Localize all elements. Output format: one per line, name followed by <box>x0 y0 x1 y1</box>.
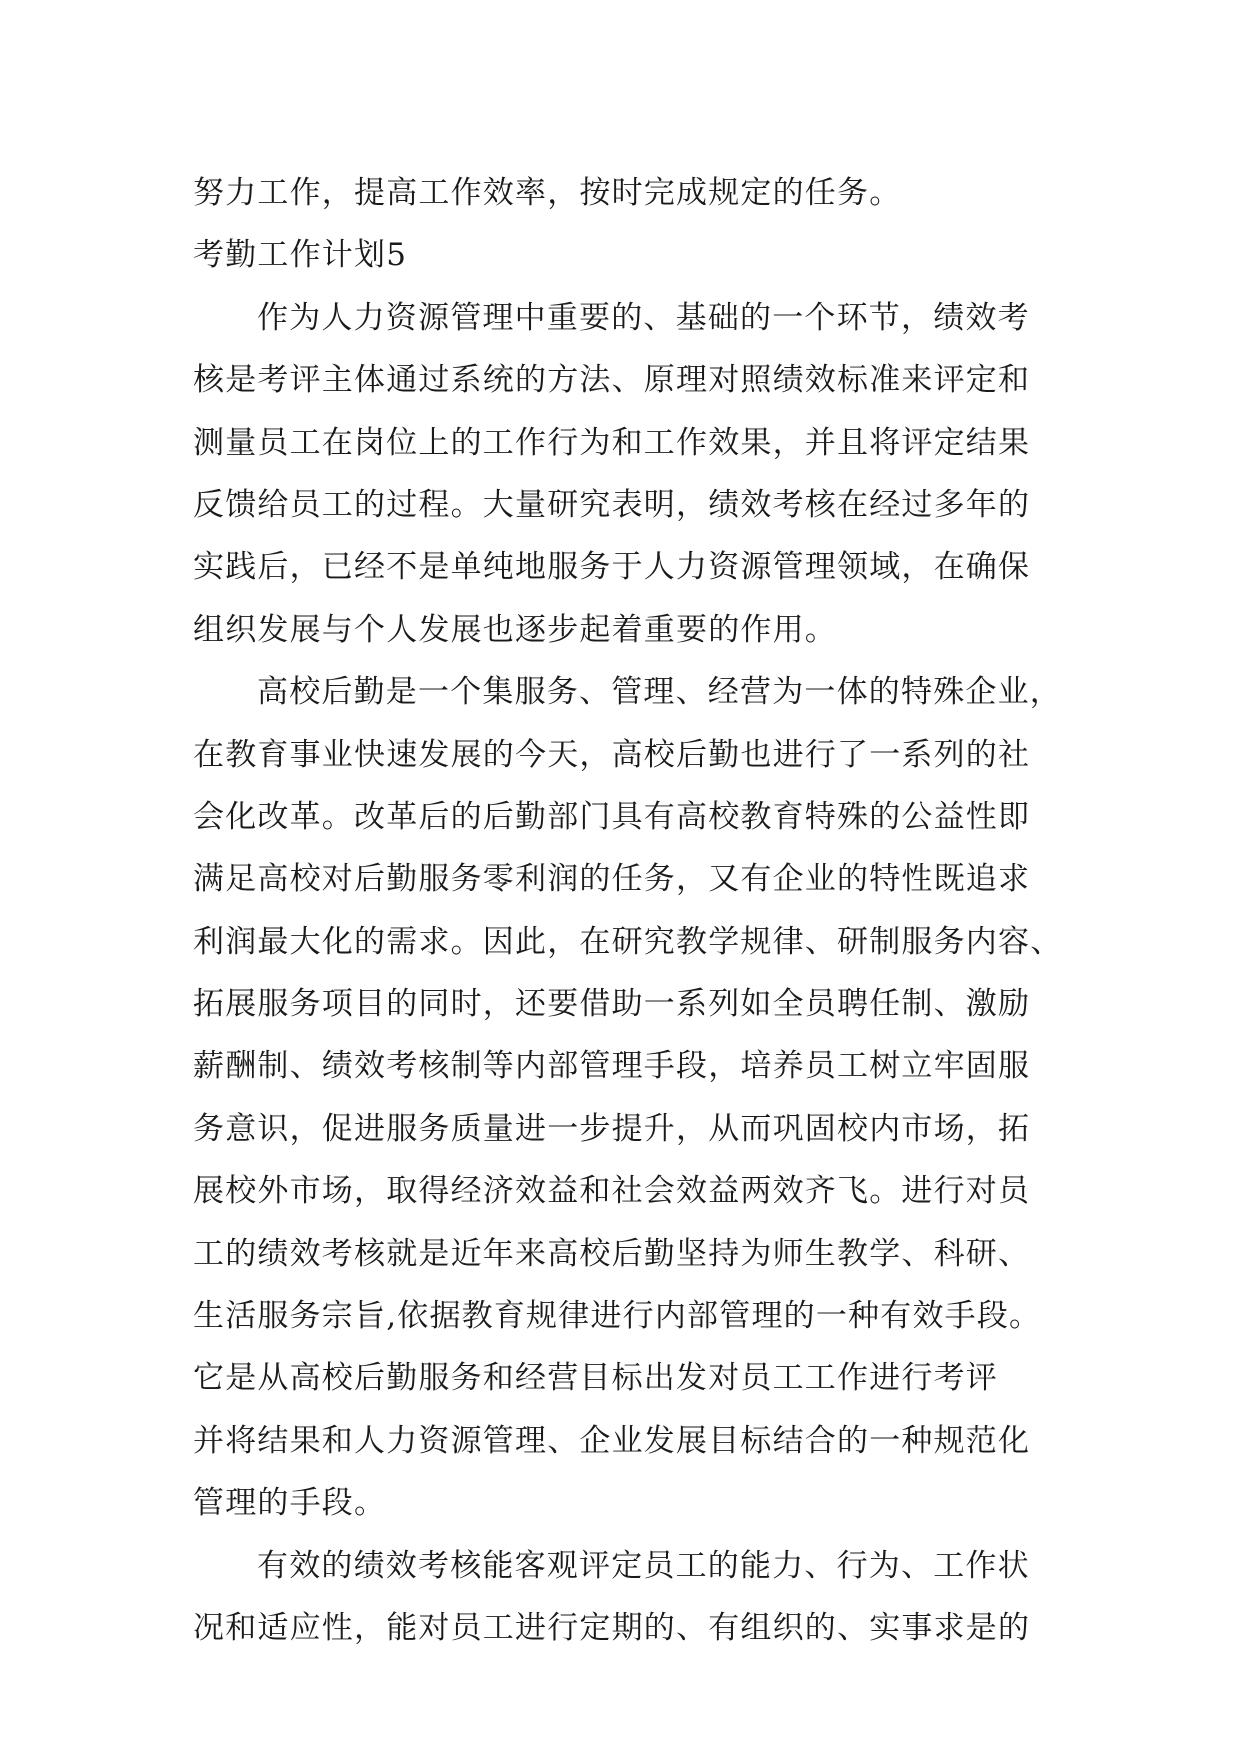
document-body <box>193 162 1063 1659</box>
paragraph-line: 核是考评主体通过系统的方法、原理对照绩效标准来评定和 <box>193 362 1031 399</box>
paragraph-line: 组织发展与个人发展也逐步起着重要的作用。 <box>193 611 837 648</box>
paragraph-line: 薪酬制、绩效考核制等内部管理手段，培养员工树立牢固服 <box>193 1048 1031 1085</box>
previous-paragraph-tail: 努力工作，提高工作效率，按时完成规定的任务。 <box>193 175 902 211</box>
section-heading: 考勤工作计划5 <box>193 237 408 274</box>
paragraph-line: 满足高校对后勤服务零利润的任务，又有企业的特性既追求 <box>193 861 1031 898</box>
paragraph-line: 管理的手段。 <box>193 1485 387 1522</box>
paragraph-3 <box>193 1535 1055 1660</box>
paragraph-line: 展校外市场，取得经济效益和社会效益两效齐飞。进行对员 <box>193 1173 1031 1210</box>
paragraph-line: 生活服务宗旨,依据教育规律进行内部管理的一种有效手段。 <box>193 1298 1042 1335</box>
paragraph-line: 拓展服务项目的同时，还要借助一系列如全员聘任制、激励 <box>193 986 1031 1023</box>
paragraph-line: 在教育事业快速发展的今天，高校后勤也进行了一系列的社 <box>193 736 1031 773</box>
paragraph-line: 它是从高校后勤服务和经营目标出发对员工工作进行考评 <box>193 1360 998 1397</box>
paragraph-line: 高校后勤是一个集服务、管理、经营为一体的特殊企业， <box>257 674 1062 711</box>
paragraph-line: 况和适应性，能对员工进行定期的、有组织的、实事求是的 <box>193 1609 1031 1646</box>
paragraph-line: 利润最大化的需求。因此，在研究教学规律、研制服务内容、 <box>193 923 1063 960</box>
paragraph-line: 作为人力资源管理中重要的、基础的一个环节，绩效考 <box>257 299 1030 336</box>
paragraph-line: 反馈给员工的过程。大量研究表明，绩效考核在经过多年的 <box>193 486 1031 523</box>
paragraph-line: 工的绩效考核就是近年来高校后勤坚持为师生教学、科研、 <box>193 1235 1031 1272</box>
paragraph-2 <box>193 661 1063 1534</box>
paragraph-line: 并将结果和人力资源管理、企业发展目标结合的一种规范化 <box>193 1422 1031 1459</box>
paragraph-line: 实践后，已经不是单纯地服务于人力资源管理领域，在确保 <box>193 549 1031 586</box>
paragraph-line: 会化改革。改革后的后勤部门具有高校教育特殊的公益性即 <box>193 798 1031 835</box>
paragraph-line: 测量员工在岗位上的工作行为和工作效果，并且将评定结果 <box>193 424 1031 461</box>
paragraph-1 <box>193 287 1055 661</box>
paragraph-line: 有效的绩效考核能客观评定员工的能力、行为、工作状 <box>257 1547 1030 1584</box>
paragraph-line: 务意识，促进服务质量进一步提升，从而巩固校内市场，拓 <box>193 1110 1031 1147</box>
